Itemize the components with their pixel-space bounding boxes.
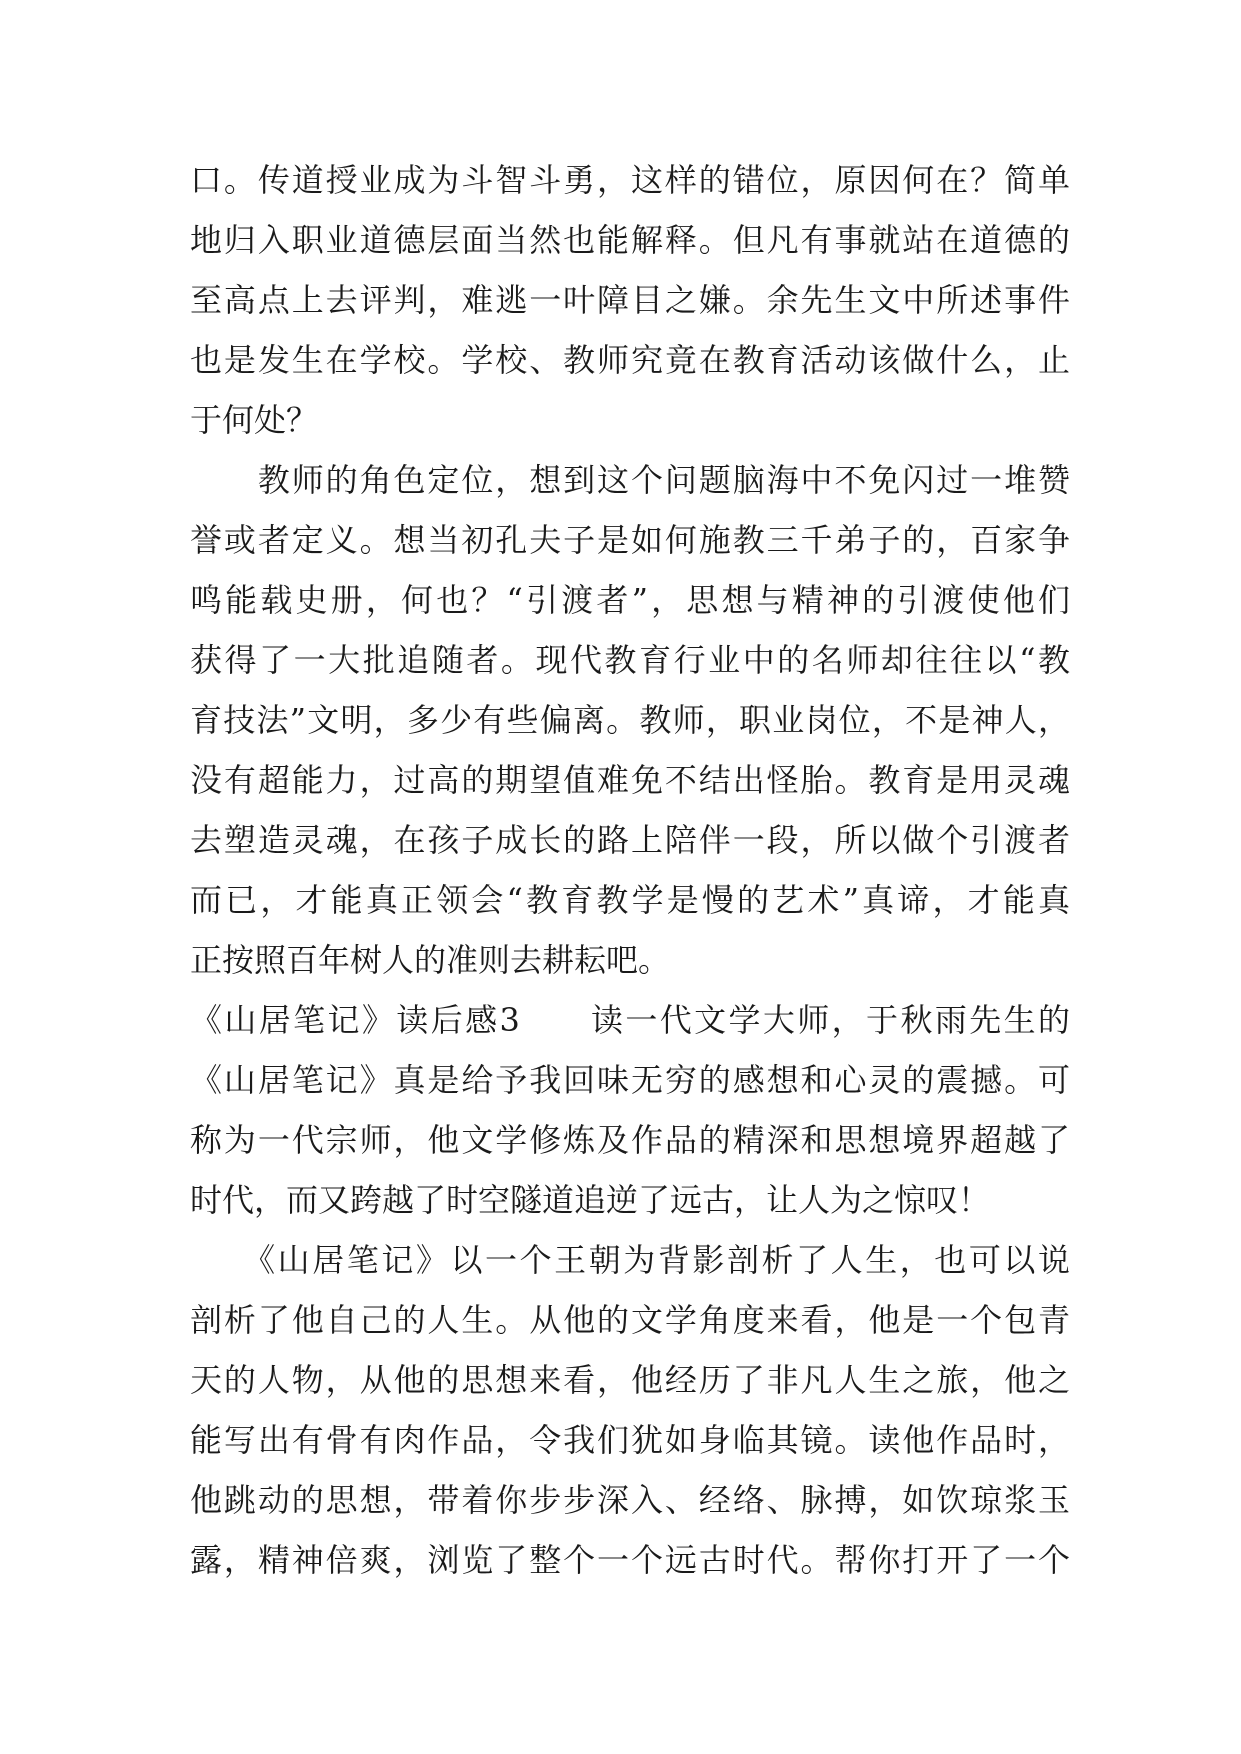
text-line: 时代，而又跨越了时空隧道追逆了远古，让人为之惊叹！ [190,1181,991,1219]
text-line: 地归入职业道德层面当然也能解释。但凡有事就站在道德的 [190,221,1070,259]
text-line: 去塑造灵魂，在孩子成长的路上陪伴一段，所以做个引渡者 [190,821,1070,859]
text-line: 教师的角色定位，想到这个问题脑海中不免闪过一堆赞 [190,461,1070,499]
text-line: 他跳动的思想，带着你步步深入、经络、脉搏，如饮琼浆玉 [190,1481,1070,1519]
text-line: 也是发生在学校。学校、教师究竟在教育活动该做什么，止 [190,341,1070,379]
text-line: 而已，才能真正领会“教育教学是慢的艺术”真谛，才能真 [190,881,1070,919]
text-line: 《山居笔记》读后感3 读一代文学大师，于秋雨先生的 [190,1001,1070,1039]
text-line: 能写出有骨有肉作品，令我们犹如身临其镜。读他作品时， [190,1421,1070,1459]
text-line: 鸣能载史册，何也？“引渡者”，思想与精神的引渡使他们 [190,581,1070,619]
text-line: 获得了一大批追随者。现代教育行业中的名师却往往以“教 [190,641,1070,679]
text-line: 称为一代宗师，他文学修炼及作品的精深和思想境界超越了 [190,1121,1070,1159]
text-line: 《山居笔记》以一个王朝为背影剖析了人生，也可以说 [190,1241,1070,1279]
text-line: 至高点上去评判，难逃一叶障目之嫌。余先生文中所述事件 [190,281,1070,319]
text-line: 没有超能力，过高的期望值难免不结出怪胎。教育是用灵魂 [190,761,1070,799]
text-line: 于何处？ [190,401,319,439]
text-line: 誉或者定义。想当初孔夫子是如何施教三千弟子的，百家争 [190,521,1070,559]
body-text [190,150,1070,1590]
text-line: 剖析了他自己的人生。从他的文学角度来看，他是一个包青 [190,1301,1070,1339]
text-line: 正按照百年树人的准则去耕耘吧。 [190,941,671,979]
text-line: 露，精神倍爽，浏览了整个一个远古时代。帮你打开了一个 [190,1541,1070,1579]
text-line: 天的人物，从他的思想来看，他经历了非凡人生之旅，他之 [190,1361,1070,1399]
text-line: 《山居笔记》真是给予我回味无穷的感想和心灵的震撼。可 [190,1061,1070,1099]
text-line: 育技法”文明，多少有些偏离。教师，职业岗位，不是神人， [190,701,1070,739]
text-line: 口。传道授业成为斗智斗勇，这样的错位，原因何在？简单 [190,161,1070,199]
